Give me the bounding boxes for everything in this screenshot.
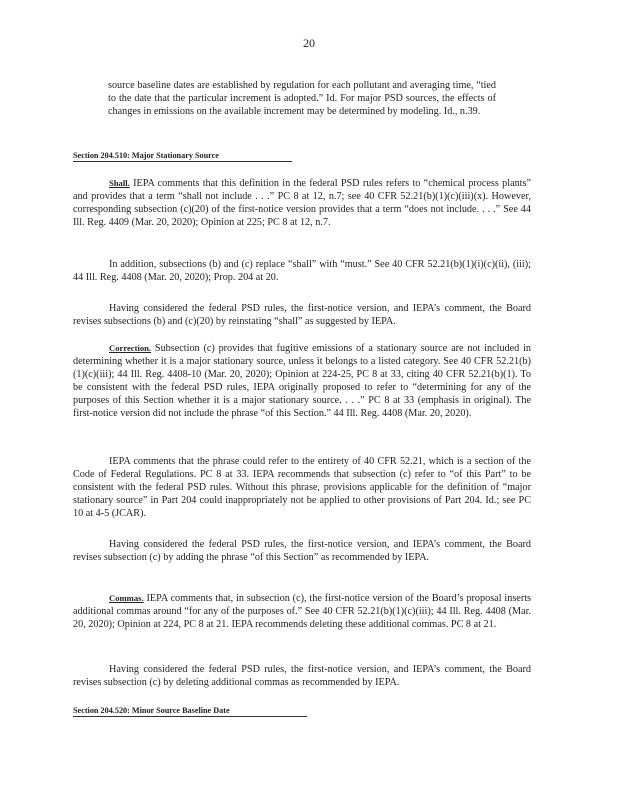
paragraph-shall: [73, 177, 531, 229]
paragraph-subsections: In addition, subsections (b) and (c) replace “shall” with “must.” See 40 CFR 52.21(b)(1)(i)(c)(ii), (iii); 44 Ill. Reg. 4408 (Mar. 20, 2020); Prop. 204 at 20.: [73, 259, 531, 284]
paragraph-correction-text: Subsection (c) provides that fugitive emissions of a stationary source are not included in determining whether it is a major stationary source, unless it belongs to a listed category. See 40 CFR 52.21(b)(1)(c)(iii); 44 Ill. Reg. 4408-10 (Mar. 20, 2020); Opinion at 224-25, PC 8 at 33, citing 40 CFR 52.21(b)(1). To be consistent with the federal PSD rules, IEPA originally proposed to refer to “determining for any of the purposes of this Section whether it is a major stationary source. . . .” PC 8 at 33 (emphasis in original). The first-notice version did not include the phrase “of this Section.” 44 Ill. Reg. 4408 (Mar. 20, 2020).: [73, 343, 532, 420]
paragraph-commas: [73, 592, 531, 631]
section-heading-204-510: Section 204.510: Major Stationary Source: [73, 151, 292, 162]
paragraph-commas-text: IEPA comments that, in subsection (c), the first-notice version of the Board’s proposal inserts additional commas around “for any of the purposes of.” See 40 CFR 52.21(b)(1)(c)(iii); 44 Ill. Reg. 4408 (Mar. 20, 2020); Opinion at 224, PC 8 at 21. IEPA recommends deleting these additional commas. PC 8 at 21.: [73, 593, 532, 631]
section-heading-204-520: Section 204.520: Minor Source Baseline Date: [73, 706, 307, 717]
paragraph-baseline-dates: source baseline dates are established by regulation for each pollutant and averaging time, “tied to the date that the particular increment is adopted.” Id. For major PSD sources, the effects of changes in emissions on the available increment may be determined by modeling. Id., n.39.: [108, 80, 496, 118]
lead-shall: Shall.: [109, 178, 130, 188]
paragraph-iepa-phrase: IEPA comments that the phrase could refer to the entirety of 40 CFR 52.21, which is a section of the Code of Federal Regulations. PC 8 at 33. IEPA recommends that subsection (c) refer to “of this Part” to be consistent with the federal PSD rules. Without this phrase, provisions applicable for the definition of “major stationary source” in Part 204 could inappropriately not be applied to other provisions of Part 204. Id.; see PC 10 at 4-5 (JCAR).: [73, 456, 531, 520]
paragraph-correction: [73, 342, 531, 421]
lead-commas: Commas.: [109, 593, 144, 603]
paragraph-shall-text: IEPA comments that this definition in the federal PSD rules refers to “chemical process plants” and provides that a term “shall not include . . .” PC 8 at 12, n.7; see 40 CFR 52.21(b)(1)(c)(iii)(x). However, corresponding subsection (c)(20) of the first-notice version provides that a term “does not include. . . .” See 44 Ill. Reg. 4409 (Mar. 20, 2020); Opinion at 225; PC 8 at 12, n.7.: [73, 178, 532, 229]
paragraph-revise-shall: Having considered the federal PSD rules, the first-notice version, and IEPA’s comment, the Board revises subsections (b) and (c)(20) by reinstating “shall” as suggested by IEPA.: [73, 303, 531, 328]
paragraph-revise-commas: Having considered the federal PSD rules, the first-notice version, and IEPA’s comment, the Board revises subsection (c) by deleting additional commas as recommended by IEPA.: [73, 664, 531, 689]
paragraph-revise-phrase: Having considered the federal PSD rules, the first-notice version, and IEPA’s comment, the Board revises subsection (c) by adding the phrase “of this Section” as recommended by IEPA.: [73, 539, 531, 564]
lead-correction: Correction.: [109, 343, 152, 353]
page-number: 20: [303, 36, 315, 50]
